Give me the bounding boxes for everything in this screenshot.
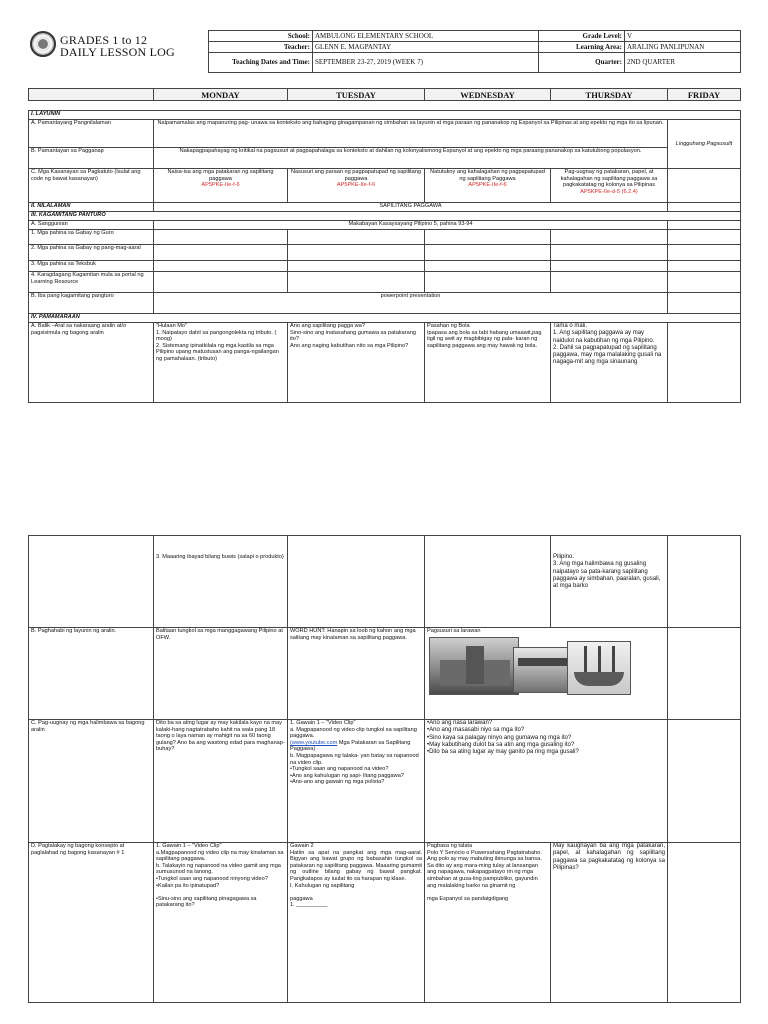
area-value: ARALING PANLIPUNAN	[625, 42, 741, 53]
kasanayan-thursday-text: Pag-uugnay ng patakaran, papel, at kahalagahan ng sapilitang paggawa sa pagkakatatag ng kolonya sa Pilipinas	[560, 169, 658, 189]
school-value: AMBULONG ELEMENTARY SCHOOL	[313, 31, 539, 42]
gabay-guro-fri	[668, 230, 741, 245]
pagtalakay-monday: 1. Gawain 1 – "Video Clip" a.Magpapanood ng video clip na may kinalaman sa sapilitang paggawa. b. Talakayin ng napanood na video gamit ang mga sumusunod na tanong. •Tungkol saan ang napanood ninyong video? •Kailan pa ito ipinatupad? •Sinu-sino ang sapilitang pinagagawa sa patakarang ito?	[154, 843, 288, 1003]
cont-monday: 3. Maaaring ibayad bilang buwis (salapi o produkto)	[154, 536, 288, 628]
sanggunian-text: Makabayan Kasaysayang Pilipino 5, pahina 93-94	[154, 221, 668, 230]
gabay-guro-thu	[551, 230, 668, 245]
balik-aral-friday	[668, 323, 741, 403]
dates-value: SEPTEMBER 23-27, 2019 (WEEK 7)	[313, 53, 539, 73]
kasanayan-monday	[154, 169, 288, 203]
school-label: School:	[209, 31, 313, 42]
cont-thursday: Pilipino. 3. Ang mga halimbawa ng gusaling naipatayo sa pata-karang sapilitang paggawa ay simbahan, paaralan, gusali, at mga barko	[551, 536, 668, 628]
row-label-pag-uugnay: C. Pag-uugnay ng mga halimbawa sa bagong aralin	[29, 720, 154, 843]
building-photo-icon	[513, 647, 575, 693]
kasanayan-tuesday-code: AP5PKE-IIe-f-6	[336, 182, 376, 189]
pag-uugnay-tuesday-text1: 1. Gawain 1 – "Video Clip" a. Magpapanood ng video clip tungkol sa sapilitang paggawa.	[290, 720, 417, 740]
log-title-line1: GRADES 1 to 12	[60, 33, 148, 47]
section-pamamaraan: IV. PAMAMARAAN	[29, 314, 741, 323]
grade-value: V	[625, 31, 741, 42]
kasanayan-wednesday-text: Natutukoy ang kahalagahan ng pagpapatupad ng sapilitang Paggawa	[430, 169, 545, 182]
day-thursday: THURSDAY	[551, 89, 668, 101]
gabay-mag-aaral-thu	[551, 245, 668, 261]
lr-thu	[551, 272, 668, 293]
iba-pang-kagamitan-text: powerpoint presentation	[154, 293, 668, 314]
teacher-label: Teacher:	[209, 42, 313, 53]
pagtalakay-friday	[668, 843, 741, 1003]
quarter-label: Quarter:	[539, 53, 625, 73]
area-label: Learning Area:	[539, 42, 625, 53]
gabay-mag-aaral-fri	[668, 245, 741, 261]
pag-uugnay-tuesday	[288, 720, 425, 843]
paghahabi-friday	[668, 628, 741, 720]
kasanayan-friday	[668, 169, 741, 203]
day-tuesday: TUESDAY	[288, 89, 425, 101]
lesson-table-page1	[28, 110, 741, 403]
gabay-mag-aaral-mon	[154, 245, 288, 261]
nilalaman-text: SAPILITANG PAGGAWA	[154, 203, 668, 212]
sanggunian-friday	[668, 221, 741, 230]
galleon-ship-photo-icon	[567, 641, 631, 695]
balik-aral-tuesday: Ano ang sapilitang pagga wa? Sino-sino ang inatasahang gumawa sa patakarang ito? Ano ang naging kabutihan nito sa mga Pilipino?	[288, 323, 425, 403]
cont-label	[29, 536, 154, 628]
header-info-table	[208, 30, 741, 73]
row-label-sanggunian: A. Sanggunian	[29, 221, 154, 230]
balik-aral-thursday: Tama o mali. 1. Ang sapilitang paggawa ay may naidulot na kabutihan ng mga Pilipino. 2. Dahil sa pagpapatupad ng sapilitang paggawa, may mga malalaking gusali na nagaga-mit ang mga sinaunang	[551, 323, 668, 403]
day-wednesday: WEDNESDAY	[425, 89, 551, 101]
church-photo-icon	[429, 637, 519, 695]
row-label-kasanayan: C. Mga Kasanayan sa Pagkatuto (Isulat ang code ng bawat kasanayan)	[29, 169, 154, 203]
lr-fri	[668, 272, 741, 293]
pag-uugnay-wednesday-thursday: •Ano ang nasa larawan? •Ano ang masasabi niyo sa mga ito? •Sino kaya sa palagay ninyo ang gumawa ng mga ito? •May kabutihang dulot ba sa atin ang mga gusaling ito? •Dito ba sa ating lugar ay may ganito pa ring mga gusali?	[425, 720, 668, 843]
kasanayan-monday-code: AP5PKE-IIe-f-6	[201, 182, 240, 189]
day-friday: FRIDAY	[668, 89, 741, 101]
section-kagamitan: III. KAGAMITANG PANTURO	[29, 212, 741, 221]
paghahabi-wednesday-thursday	[425, 628, 668, 720]
youtube-link[interactable]: (www.youtube.com	[290, 739, 338, 746]
row-label-pamantayan-sa-pagganap: B. Pamantayan sa Pagganap	[29, 148, 154, 169]
teksbuk-wed	[425, 261, 551, 272]
paghahabi-tuesday: WORD HUNT: Hanapin sa loob ng kahon ang mga salitang may kinalaman sa sapilitang paggawa.	[288, 628, 425, 720]
row-label-gabay-guro: 1. Mga pahina sa Gabay ng Guro	[29, 230, 154, 245]
lr-wed	[425, 272, 551, 293]
row-label-balik-aral: A. Balik –Aral sa nakaraang aralin at/o pagsisimula ng bagong aralin	[29, 323, 154, 403]
quarter-value: 2ND QUARTER	[625, 53, 741, 73]
section-layunin: I. LAYUNIN	[29, 111, 741, 120]
deped-seal-icon	[30, 31, 56, 57]
lr-tue	[288, 272, 425, 293]
pag-uugnay-tuesday-text2: Mga Patakaran sa Sapilitang Paggawa) b. Magpapagawa ng talaka- yan batay sa napanood na video clip. •Tungkol saan ang napanood na video? •Ano ang kahulugan ng sapi- litang paggawa? •Ano-ano ang gawain ng mga polista?	[290, 739, 419, 786]
day-header-row	[28, 88, 741, 101]
row-label-teksbuk: 3. Mga pahina sa Teksbuk	[29, 261, 154, 272]
log-title-line2: DAILY LESSON LOG	[60, 45, 175, 59]
gabay-guro-mon	[154, 230, 288, 245]
section-nilalaman: II. NILALAMAN	[29, 203, 154, 212]
kasanayan-wednesday	[425, 169, 551, 203]
kasanayan-wednesday-code: AP5PKE-IIe-f-6	[468, 182, 507, 189]
teacher-value: GLENN E. MAGPANTAY	[313, 42, 539, 53]
nilalaman-friday	[668, 203, 741, 212]
kasanayan-thursday	[551, 169, 668, 203]
teksbuk-tue	[288, 261, 425, 272]
pamantayan-sa-pagganap-text: Nakapagpapahayag ng kritikal na pagsusuri at pagpapahalaga sa konteksto at dahilan ng kolonyalismong Espanyol at ang epekto ng mga paraang pananakop sa katutubong populasyon.	[154, 148, 668, 169]
pagtalakay-tuesday: Gawain 2 Hatiin sa apat na pangkat ang mga mag-aaral. Bigyan ang bawat grupo ng babasahin tungkol sa patakaran ng sapilitang paggawa. Maaaring gumamit ng outline bilang gabay ng bawat pangkat. Pangkatapos ay iuulat ito sa harapan ng klase. I. Kahulugan ng sapilitang paggawa 1. __________	[288, 843, 425, 1003]
gabay-mag-aaral-tue	[288, 245, 425, 261]
iba-pang-kagamitan-friday	[668, 293, 741, 314]
balik-aral-monday: "Hulaan Mo" 1. Naipatayo dahil sa pangongolekta ng tributo. ( moog) 2. Sistemang ipinatkilala ng mga kastila sa mga Pilipino upang matustusan ang panga-ngailangan ng pamahalaan. (tributo)	[154, 323, 288, 403]
kasanayan-tuesday-text: Nasusuri ang paraan ng pagpapatupad ng sapilitang paggawa	[290, 169, 421, 182]
pagtalakay-wednesday: Pagbasa ng talata Polo Y Servicio o Puwersahang Pagtatrabaho. Ang polo ay may mabuting ibinunga sa bansa. Sa dito ay ang mara-ming tulay at lansangan ang napagawa, nakapagpatayo rin ng mga simbahan at gusa-ling pampubliko, gayundin ang malalaking barko na ginamit ng mga Espanyol sa pandaigdigang	[425, 843, 551, 1003]
cont-friday	[668, 536, 741, 628]
kasanayan-tuesday	[288, 169, 425, 203]
row-label-paghahabi: B. Paghahabi ng layunin ng aralin.	[29, 628, 154, 720]
row-label-gabay-mag-aaral: 2. Mga pahina sa Gabay ng pang-mag-aaral	[29, 245, 154, 261]
day-monday: MONDAY	[154, 89, 288, 101]
gabay-guro-wed	[425, 230, 551, 245]
grade-label: Grade Level:	[539, 31, 625, 42]
cont-wednesday	[425, 536, 551, 628]
pagtalakay-thursday: May kaugnayan ba ang mga patakaran, papel, at kahalagahan ng sapilitang paggawa sa pagkakatatag ng kolonya sa Pilipinas?	[551, 843, 668, 1003]
lr-mon	[154, 272, 288, 293]
teksbuk-mon	[154, 261, 288, 272]
historic-photos	[427, 635, 665, 693]
paghahabi-monday: Balitaan tungkol sa mga manggagawang Pilipino at OFW.	[154, 628, 288, 720]
pamantayang-pangnilalaman-text: Naipamamalas ang mapanuring pag- unawa sa konteksto ang bahaging ginagampanan ng simbahan sa layunin at mga paraan ng pananakop ng Espanyol sa Pilipinas at ang epekto ng mga ito sa lipunan.	[154, 120, 668, 148]
row-label-pamantayang-pangnilalaman: A. Pamantayang Pangnilalaman	[29, 120, 154, 148]
gabay-guro-tue	[288, 230, 425, 245]
kasanayan-monday-text: Naisa-isa ang mga patakaran ng sapilitang paggawa	[167, 169, 274, 182]
lesson-table-page2	[28, 535, 741, 1003]
teksbuk-thu	[551, 261, 668, 272]
kasanayan-thursday-code: AP5KPE-IIe-d-5 (6.2.4)	[580, 188, 638, 195]
pagsusuri-larawan-label: Pagsusuri sa larawan	[427, 628, 481, 634]
dates-label: Teaching Dates and Time:	[209, 53, 313, 73]
gabay-mag-aaral-wed	[425, 245, 551, 261]
friday-weekly-test: Lingguhang Pagsusulit	[668, 120, 741, 169]
cont-tuesday	[288, 536, 425, 628]
row-label-iba-pang-kagamitan: B. Iba pang kagamitang pangturo	[29, 293, 154, 314]
teksbuk-fri	[668, 261, 741, 272]
pag-uugnay-friday	[668, 720, 741, 843]
balik-aral-wednesday: Pasahan ng Bola Ipapasa ang bola sa tabi habang umaawit,pag tigil ng awit ay magbibigay ng pala- karan ng sapilitang paggawa ang may hawak ng bola.	[425, 323, 551, 403]
row-label-pagtalakay: D. Pagtalakay ng bagong konsepto at paglalahad ng bagong kasanayan # 1	[29, 843, 154, 1003]
pag-uugnay-monday: Dito ba sa ating lugar ay may kakilala kayo na may kalaki-hang nagtatrabaho kahit na wala pang 18 taong o laya naman ay mahigit na sa 60 taong gulang? Ano ba ang wastong edad para maghanap-buhay?	[154, 720, 288, 843]
day-header-blank	[29, 89, 154, 101]
row-label-learning-resource: 4. Karagdagang Kagamitan mula sa portal ng Learning Resource	[29, 272, 154, 293]
